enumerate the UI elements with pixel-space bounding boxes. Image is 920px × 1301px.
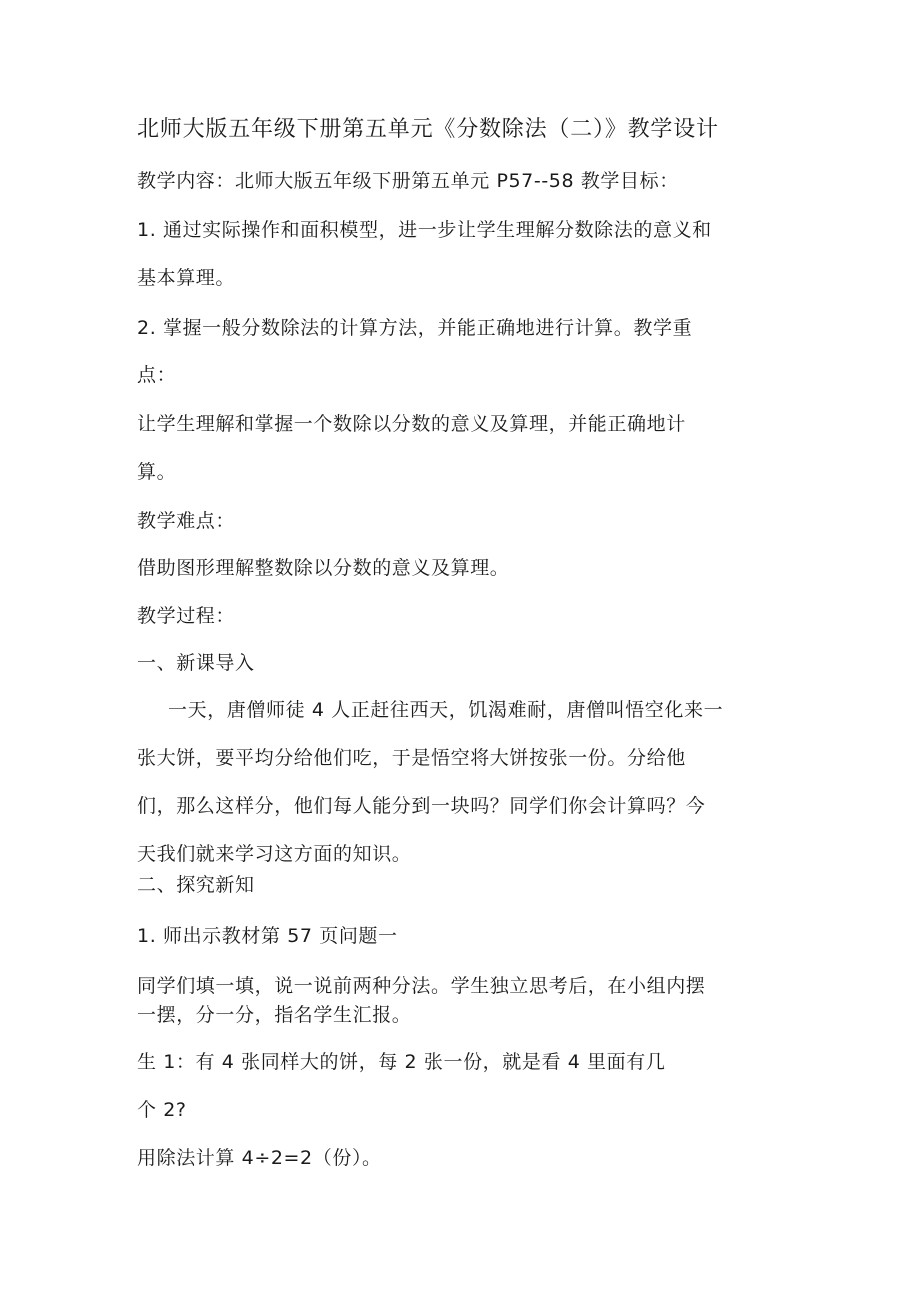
activity-line-1: 同学们填一填，说一说前两种分法。学生独立思考后，在小组内摆	[137, 975, 706, 997]
document-title: 北师大版五年级下册第五单元《分数除法（二）》教学设计	[137, 117, 719, 142]
intro-paragraph-line-3: 们，那么这样分，他们每人能分到一块吗？同学们你会计算吗？今	[137, 795, 706, 817]
teaching-content-line: 教学内容：北师大版五年级下册第五单元 P57--58 教学目标：	[137, 170, 679, 192]
intro-paragraph-line-1: 一天，唐僧师徒 4 人正赶往西天，饥渴难耐，唐僧叫悟空化来一	[168, 699, 724, 721]
key-point-line-2: 算。	[137, 461, 177, 483]
section-2-heading: 二、探究新知	[137, 874, 255, 896]
intro-paragraph-line-2: 张大饼，要平均分给他们吃，于是悟空将大饼按张一份。分给他	[137, 747, 686, 769]
activity-line-2: 一摆，分一分，指名学生汇报。	[137, 1004, 412, 1026]
process-heading: 教学过程：	[137, 605, 236, 627]
intro-paragraph-line-4: 天我们就来学习这方面的知识。	[137, 843, 412, 865]
student-answer-line-1: 生 1：有 4 张同样大的饼，每 2 张一份，就是看 4 里面有几	[137, 1051, 666, 1073]
objective-1-line-2: 基本算理。	[137, 267, 236, 289]
division-calculation-line: 用除法计算 4÷2=2（份）。	[137, 1147, 382, 1169]
textbook-problem-line: 1. 师出示教材第 57 页问题一	[137, 925, 398, 947]
student-answer-line-2: 个 2?	[137, 1099, 187, 1121]
difficulty-heading: 教学难点：	[137, 510, 236, 532]
objective-2-line-2: 点：	[137, 364, 177, 386]
section-1-heading: 一、新课导入	[137, 652, 255, 674]
key-point-line-1: 让学生理解和掌握一个数除以分数的意义及算理，并能正确地计	[137, 413, 686, 435]
objective-2-line-1: 2. 掌握一般分数除法的计算方法，并能正确地进行计算。教学重	[137, 317, 693, 339]
difficulty-line: 借助图形理解整数除以分数的意义及算理。	[137, 557, 510, 579]
objective-1-line-1: 1. 通过实际操作和面积模型，进一步让学生理解分数除法的意义和	[137, 219, 712, 241]
